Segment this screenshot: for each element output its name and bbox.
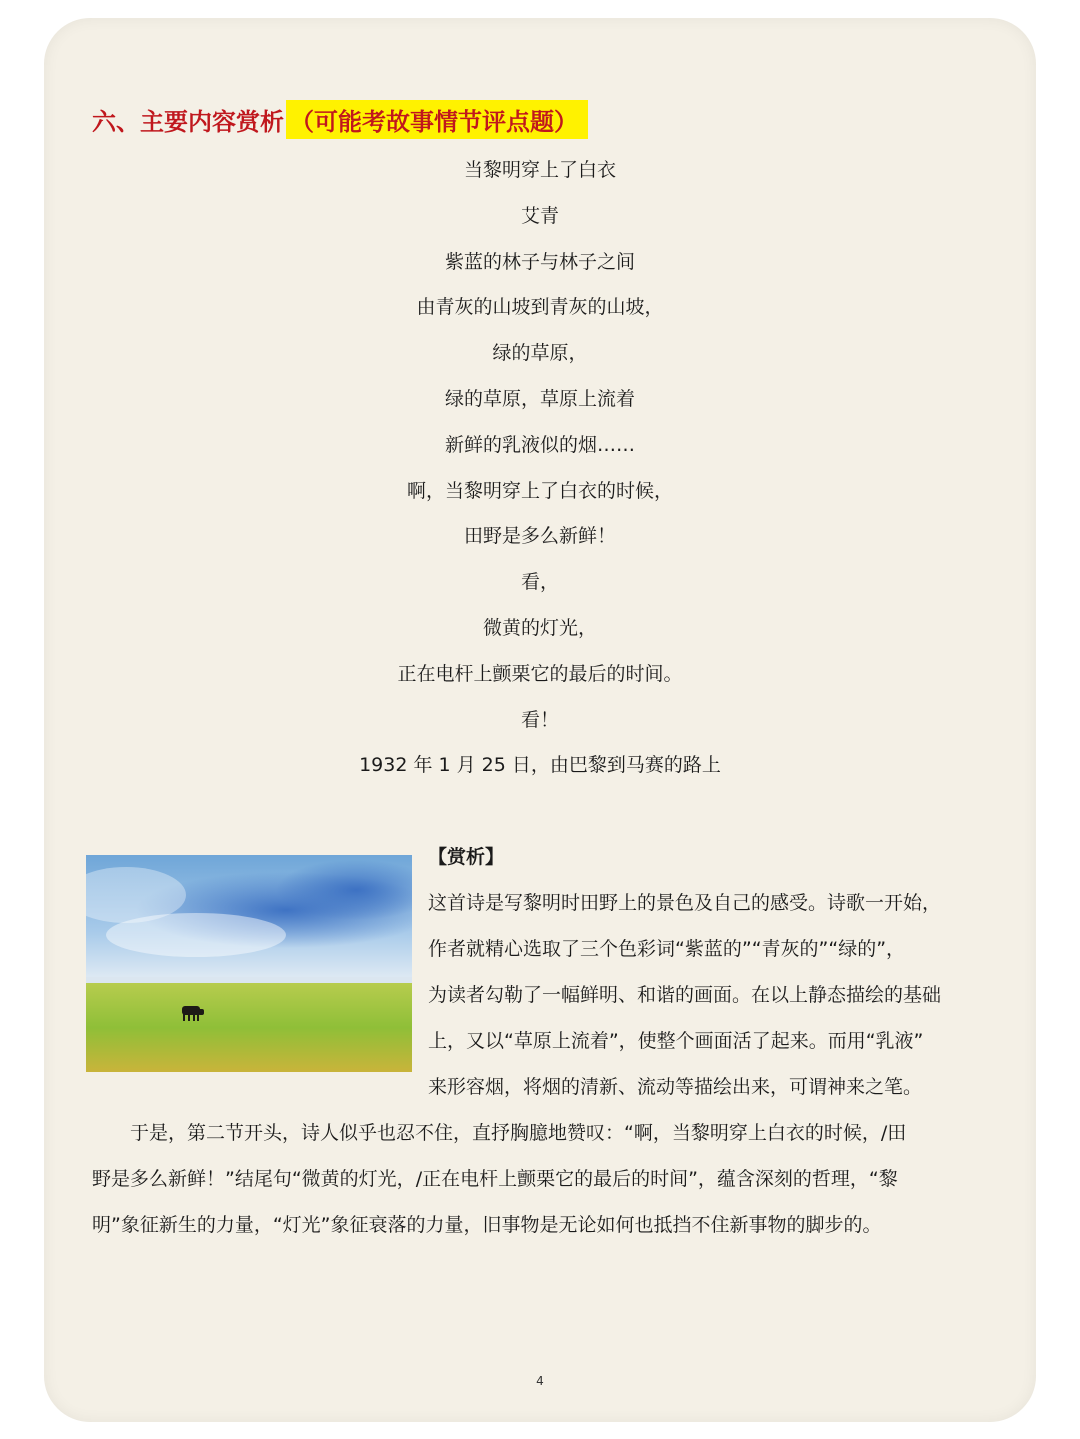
poem-line: 当黎明穿上了白衣 (463, 159, 616, 181)
poem-line: 看， (520, 571, 559, 594)
grassland-photo (86, 855, 412, 1072)
poem-line: 新鲜的乳液似的烟…… (444, 433, 635, 456)
analysis-line: 明”象征新生的力量，“灯光”象征衰落的力量，旧事物是无论如何也抵挡不住新事物的脚步的。 (92, 1214, 882, 1236)
poem-line: 紫蓝的林子与林子之间 (444, 250, 635, 273)
poem-line: 啊，当黎明穿上了白衣的时候， (406, 479, 673, 502)
analysis-line: 为读者勾勒了一幅鲜明、和谐的画面。在以上静态描绘的基础 (428, 984, 942, 1006)
poem-line: 1932 年 1 月 25 日，由巴黎到马赛的路上 (359, 754, 721, 777)
poem-block (0, 148, 1080, 789)
analysis-line: 上，又以“草原上流着”，使整个画面活了起来。而用“乳液” (428, 1030, 924, 1052)
analysis-line: 野是多么新鲜！”结尾句“微黄的灯光，/正在电杆上颤栗它的最后的时间”，蕴含深刻的哲理，“黎 (92, 1168, 898, 1190)
heading-highlight: （可能考故事情节评点题） (286, 100, 588, 139)
poem-line: 田野是多么新鲜！ (463, 525, 616, 548)
poem-line: 绿的草原，草原上流着 (444, 387, 635, 410)
poem-line: 看！ (520, 708, 559, 731)
analysis-wrapped-paragraph (428, 880, 998, 1110)
heading-main: 六、主要内容赏析 (92, 107, 284, 136)
section-heading (92, 100, 588, 138)
poem-line: 绿的草原， (492, 342, 588, 365)
analysis-line: 来形容烟，将烟的清新、流动等描绘出来，可谓神来之笔。 (428, 1076, 923, 1098)
poem-line: 艾青 (520, 204, 559, 227)
poem-line: 微黄的灯光， (482, 616, 597, 639)
analysis-line: 这首诗是写黎明时田野上的景色及自己的感受。诗歌一开始， (428, 892, 942, 914)
analysis-line: 于是，第二节开头，诗人似乎也忍不住，直抒胸臆地赞叹：“啊，当黎明穿上白衣的时候，/田 (92, 1122, 907, 1144)
poem-line: 正在电杆上颤栗它的最后的时间。 (397, 662, 683, 685)
poem-line: 由青灰的山坡到青灰的山坡， (416, 296, 664, 319)
analysis-label: 【赏析】 (428, 846, 505, 868)
analysis-full-paragraph (92, 1110, 992, 1248)
analysis-line: 作者就精心选取了三个色彩词“紫蓝的”“青灰的”“绿的”， (428, 938, 906, 960)
page-number: 4 (536, 1374, 544, 1388)
